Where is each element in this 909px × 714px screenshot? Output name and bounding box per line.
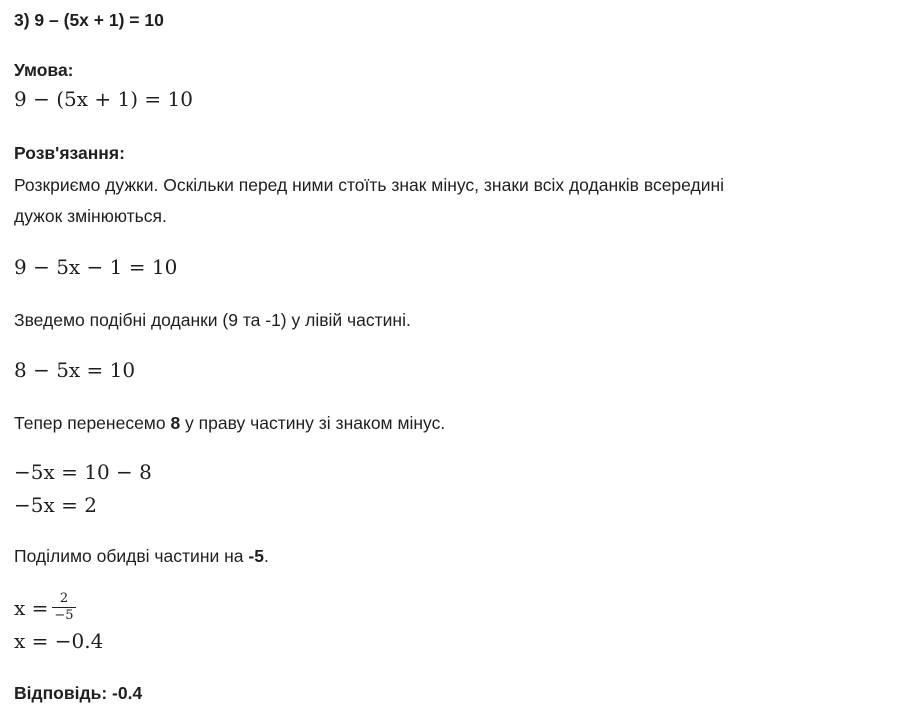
condition-label: Умова:	[14, 60, 74, 80]
equation-4: −5x = 2	[14, 493, 97, 517]
step4-bold-value: -5	[248, 546, 264, 566]
fraction	[52, 592, 75, 623]
equation-1: 9 − 5x − 1 = 10	[14, 255, 178, 279]
equation-6: x = −0.4	[14, 629, 104, 653]
step1-text-line2: дужок змінюються.	[14, 206, 167, 226]
step3-text-before: Тепер перенесемо	[14, 413, 171, 433]
fraction-denominator: −5	[54, 608, 74, 623]
step3-text	[14, 410, 445, 436]
equation-3: −5x = 10 − 8	[14, 460, 152, 484]
equation-2: 8 − 5x = 10	[14, 358, 136, 382]
step4-text-before: Поділимо обидві частини на	[14, 546, 249, 566]
fraction-numerator: 2	[59, 591, 69, 606]
solution-label: Розв'язання:	[14, 143, 125, 163]
step3-bold-value: 8	[170, 413, 181, 433]
equation-5	[14, 591, 76, 625]
equation-5-lhs: x =	[14, 596, 49, 620]
step4-text	[14, 543, 269, 569]
step4-text-after: .	[263, 546, 269, 566]
step3-text-after: у праву частину зі знаком мінус.	[180, 413, 446, 433]
step2-text: Зведемо подібні доданки (9 та -1) у лівій частині.	[14, 310, 411, 330]
answer: Відповідь: -0.4	[14, 683, 143, 703]
task-heading: 3) 9 – (5x + 1) = 10	[14, 10, 164, 30]
step1-text-line1: Розкриємо дужки. Оскільки перед ними стоїть знак мінус, знаки всіх доданків всередині	[14, 175, 725, 195]
condition-equation: 9 − (5x + 1) = 10	[14, 87, 193, 111]
